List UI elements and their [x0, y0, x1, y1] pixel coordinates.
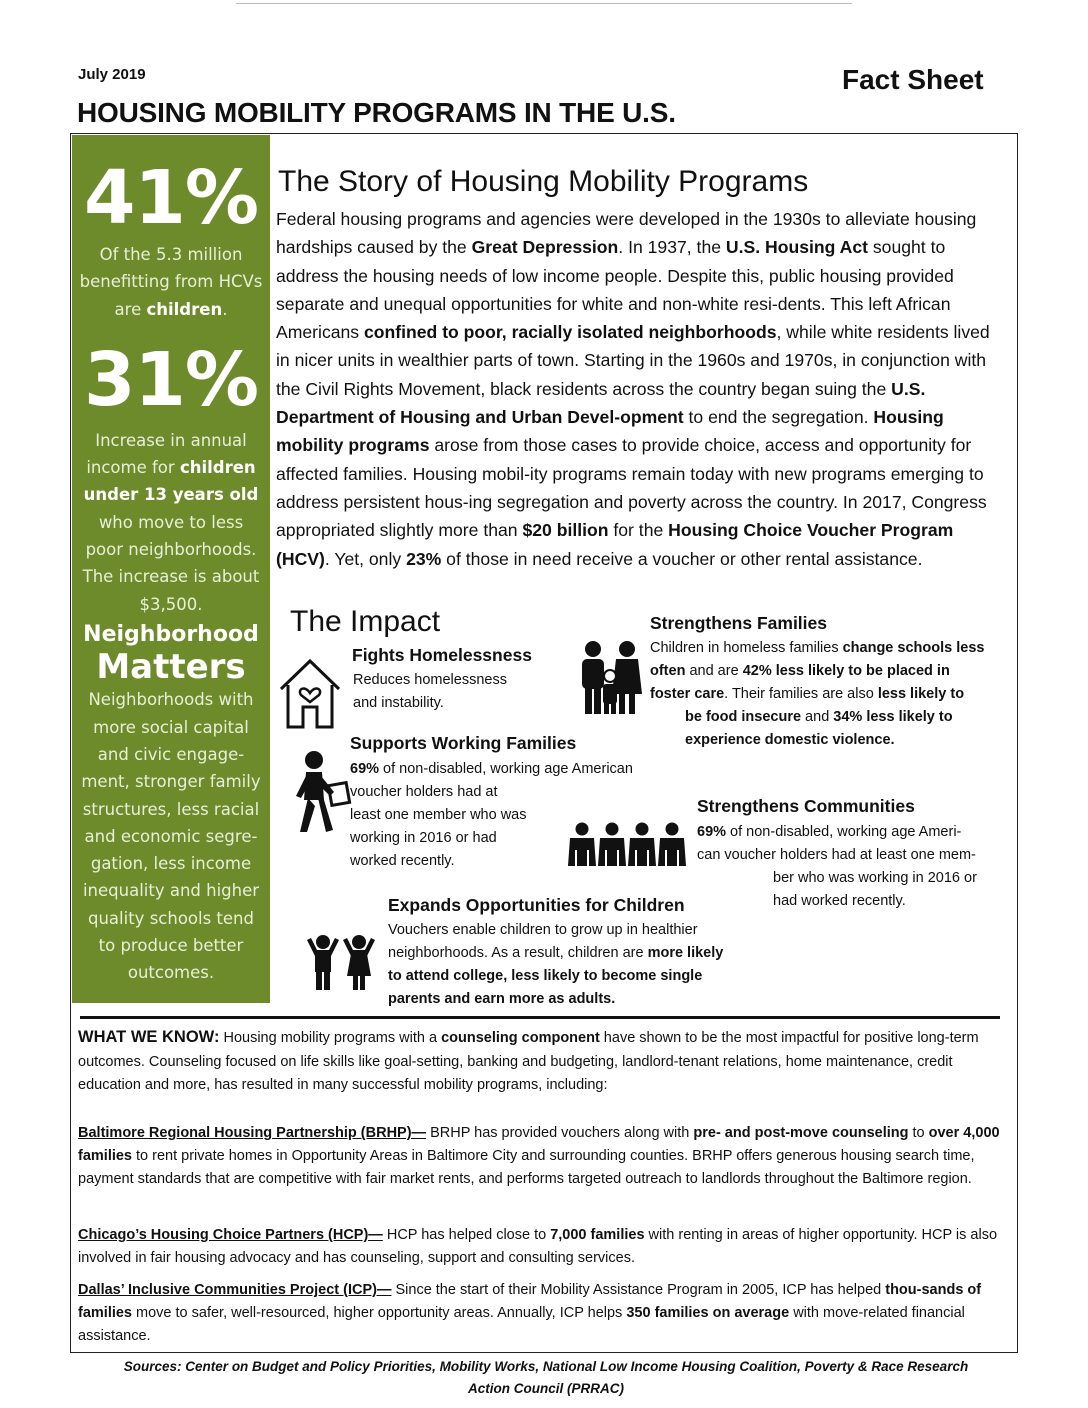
stat-41-line: benefitting from HCVs: [79, 272, 263, 292]
neighborhood-body-line: inequality and higher: [82, 881, 260, 901]
stat-31-line: The increase is about: [82, 567, 260, 587]
neighborhood-body-line: ment, stronger family: [81, 772, 261, 792]
stat-31-line: under 13 years old: [83, 485, 259, 505]
stat-41-value: 41%: [83, 155, 259, 241]
section-divider: [80, 1016, 1000, 1019]
stat-31-line: income for children: [86, 458, 256, 478]
neighborhood-body: [72, 686, 270, 986]
stat-31-line: who move to less: [98, 512, 244, 532]
program-name: Dallas’ Inclusive Communities Project (ICP)—: [78, 1282, 392, 1298]
neighborhood-body-line: outcomes.: [127, 963, 215, 983]
sidebar: [72, 135, 270, 1003]
stat-31-line: $3,500.: [139, 594, 203, 614]
stat-31-line: Increase in annual: [95, 430, 247, 450]
story-body: Federal housing programs and agencies were developed in the 1930s to alleviate housing hardships caused by the Great Depression. In 1937, the U.S. Housing Act sought to address the housing needs of low income people. Despite this, public housing provided separate and unequal opportunities for white and non-white resi-dents. This left African Americans confined to poor, racially isolated neighborhoods, while white residents lived in nicer units in wealthier parts of town. Starting in the 1960s and 1970s, in conjunction with the Civil Rights Movement, black residents across the country began suing the U.S. Department of Housing and Urban Devel-opment to end the segregation. Housing mobility programs arose from those cases to provide choice, access and opportunity for affected families. Housing mobil-ity programs remain today with new programs emerging to address persistent hous-ing segregation and poverty across the country. In 2017, Congress appropriated slightly more than $20 billion for the Housing Choice Voucher Program (HCV). Yet, only 23% of those in need receive a voucher or other rental assistance.: [276, 209, 990, 569]
children-text: Vouchers enable children to grow up in healthier neighborhoods. As a result, children are more likely to attend college, less likely to become single parents and earn more as adults.: [388, 922, 724, 1007]
house-heart-icon: [275, 655, 345, 731]
homeless-text: Reduces homelessness and instability.: [353, 672, 507, 711]
program-icp: Dallas’ Inclusive Communities Project (ICP)— Since the start of their Mobility Assistance Program in 2005, ICP has helped thou-sands of families move to safer, well-resourced, higher opportunity areas. Annually, ICP helps 350 families on average with move-related financial assistance.: [78, 1282, 982, 1344]
fact-sheet-label: Fact Sheet: [842, 64, 984, 95]
stat-41-line: Of the 5.3 million: [99, 245, 243, 264]
top-rule: [236, 3, 852, 4]
working-title: Supports Working Families: [350, 733, 577, 753]
neighborhood-body-line: quality schools tend: [88, 908, 254, 928]
stat-41-line: are children.: [114, 299, 228, 319]
neighborhood-body-line: to produce better: [98, 936, 244, 956]
story-heading: The Story of Housing Mobility Programs: [278, 165, 809, 198]
communities-title: Strengthens Communities: [697, 796, 915, 816]
program-name: Baltimore Regional Housing Partnership (BRHP)—: [78, 1125, 427, 1141]
stat-31-value: 31%: [83, 336, 259, 423]
neighborhood-body-line: Neighborhoods with: [88, 690, 254, 710]
families-title: Strengthens Families: [650, 613, 827, 633]
worker-icon: [290, 750, 352, 834]
working-text: 69% of non-disabled, working age American voucher holders had at least one member who was working in 2016 or had worked recently.: [350, 761, 633, 869]
homeless-title: Fights Homelessness: [352, 645, 532, 665]
neighborhood-body-line: gation, less income: [90, 854, 252, 874]
matters-heading: Matters: [96, 646, 246, 687]
program-hcp: Chicago’s Housing Choice Partners (HCP)— HCP has helped close to 7,000 families with renting in areas of higher opportunity. HCP is also involved in fair housing advocacy and has counseling, support and consulting services.: [78, 1227, 998, 1266]
community-icon: [566, 822, 686, 866]
impact-heading: The Impact: [290, 605, 441, 638]
children-icon: [303, 934, 379, 990]
program-name: Chicago’s Housing Choice Partners (HCP)—: [78, 1227, 383, 1243]
stat-31-line: poor neighborhoods.: [85, 540, 257, 560]
what-we-know: WHAT WE KNOW: Housing mobility programs with a counseling component have shown to be the most impactful for positive long-term outcomes. Counseling focused on life skills like goal-setting, banking and budgeting, landlord-tenant relations, home maintenance, credit education and more, has resulted in many successful mobility programs, including:: [78, 1028, 979, 1093]
page-title: HOUSING MOBILITY PROGRAMS IN THE U.S.: [77, 97, 676, 128]
families-text: Children in homeless families change schools less often and are 42% less likely to be placed in foster care. Their families are also less likely to be food insecure and 34% less likely to experience domestic violence.: [650, 640, 985, 748]
stat-31-caption: [72, 427, 270, 618]
stat-41-caption: [72, 241, 270, 323]
neighborhood-body-line: more social capital: [93, 717, 249, 737]
neighborhood-body-line: and civic engage-: [97, 744, 245, 764]
neighborhood-heading: Neighborhood: [83, 621, 259, 647]
family-icon: [576, 640, 644, 716]
date: July 2019: [78, 66, 146, 83]
neighborhood-body-line: structures, less racial: [82, 799, 260, 819]
neighborhood-body-line: and economic segre-: [84, 826, 258, 846]
communities-text: 69% of non-disabled, working age Ameri- can voucher holders had at least one mem- ber who was working in 2016 or had worked recently.: [697, 824, 977, 909]
sources: Sources: Center on Budget and Policy Priorities, Mobility Works, National Low Income Housing Coalition, Poverty & Race Research Action Council (PRRAC): [123, 1359, 969, 1396]
program-brhp: Baltimore Regional Housing Partnership (BRHP)— BRHP has provided vouchers along with pre- and post-move counseling to over 4,000 families to rent private homes in Opportunity Areas in Baltimore City and surrounding counties. BRHP offers generous housing search time, payment standards that are competitive with fair market rents, and performs targeted outreach to landlords throughout the Baltimore region.: [78, 1125, 1000, 1187]
children-title: Expands Opportunities for Children: [388, 895, 685, 915]
